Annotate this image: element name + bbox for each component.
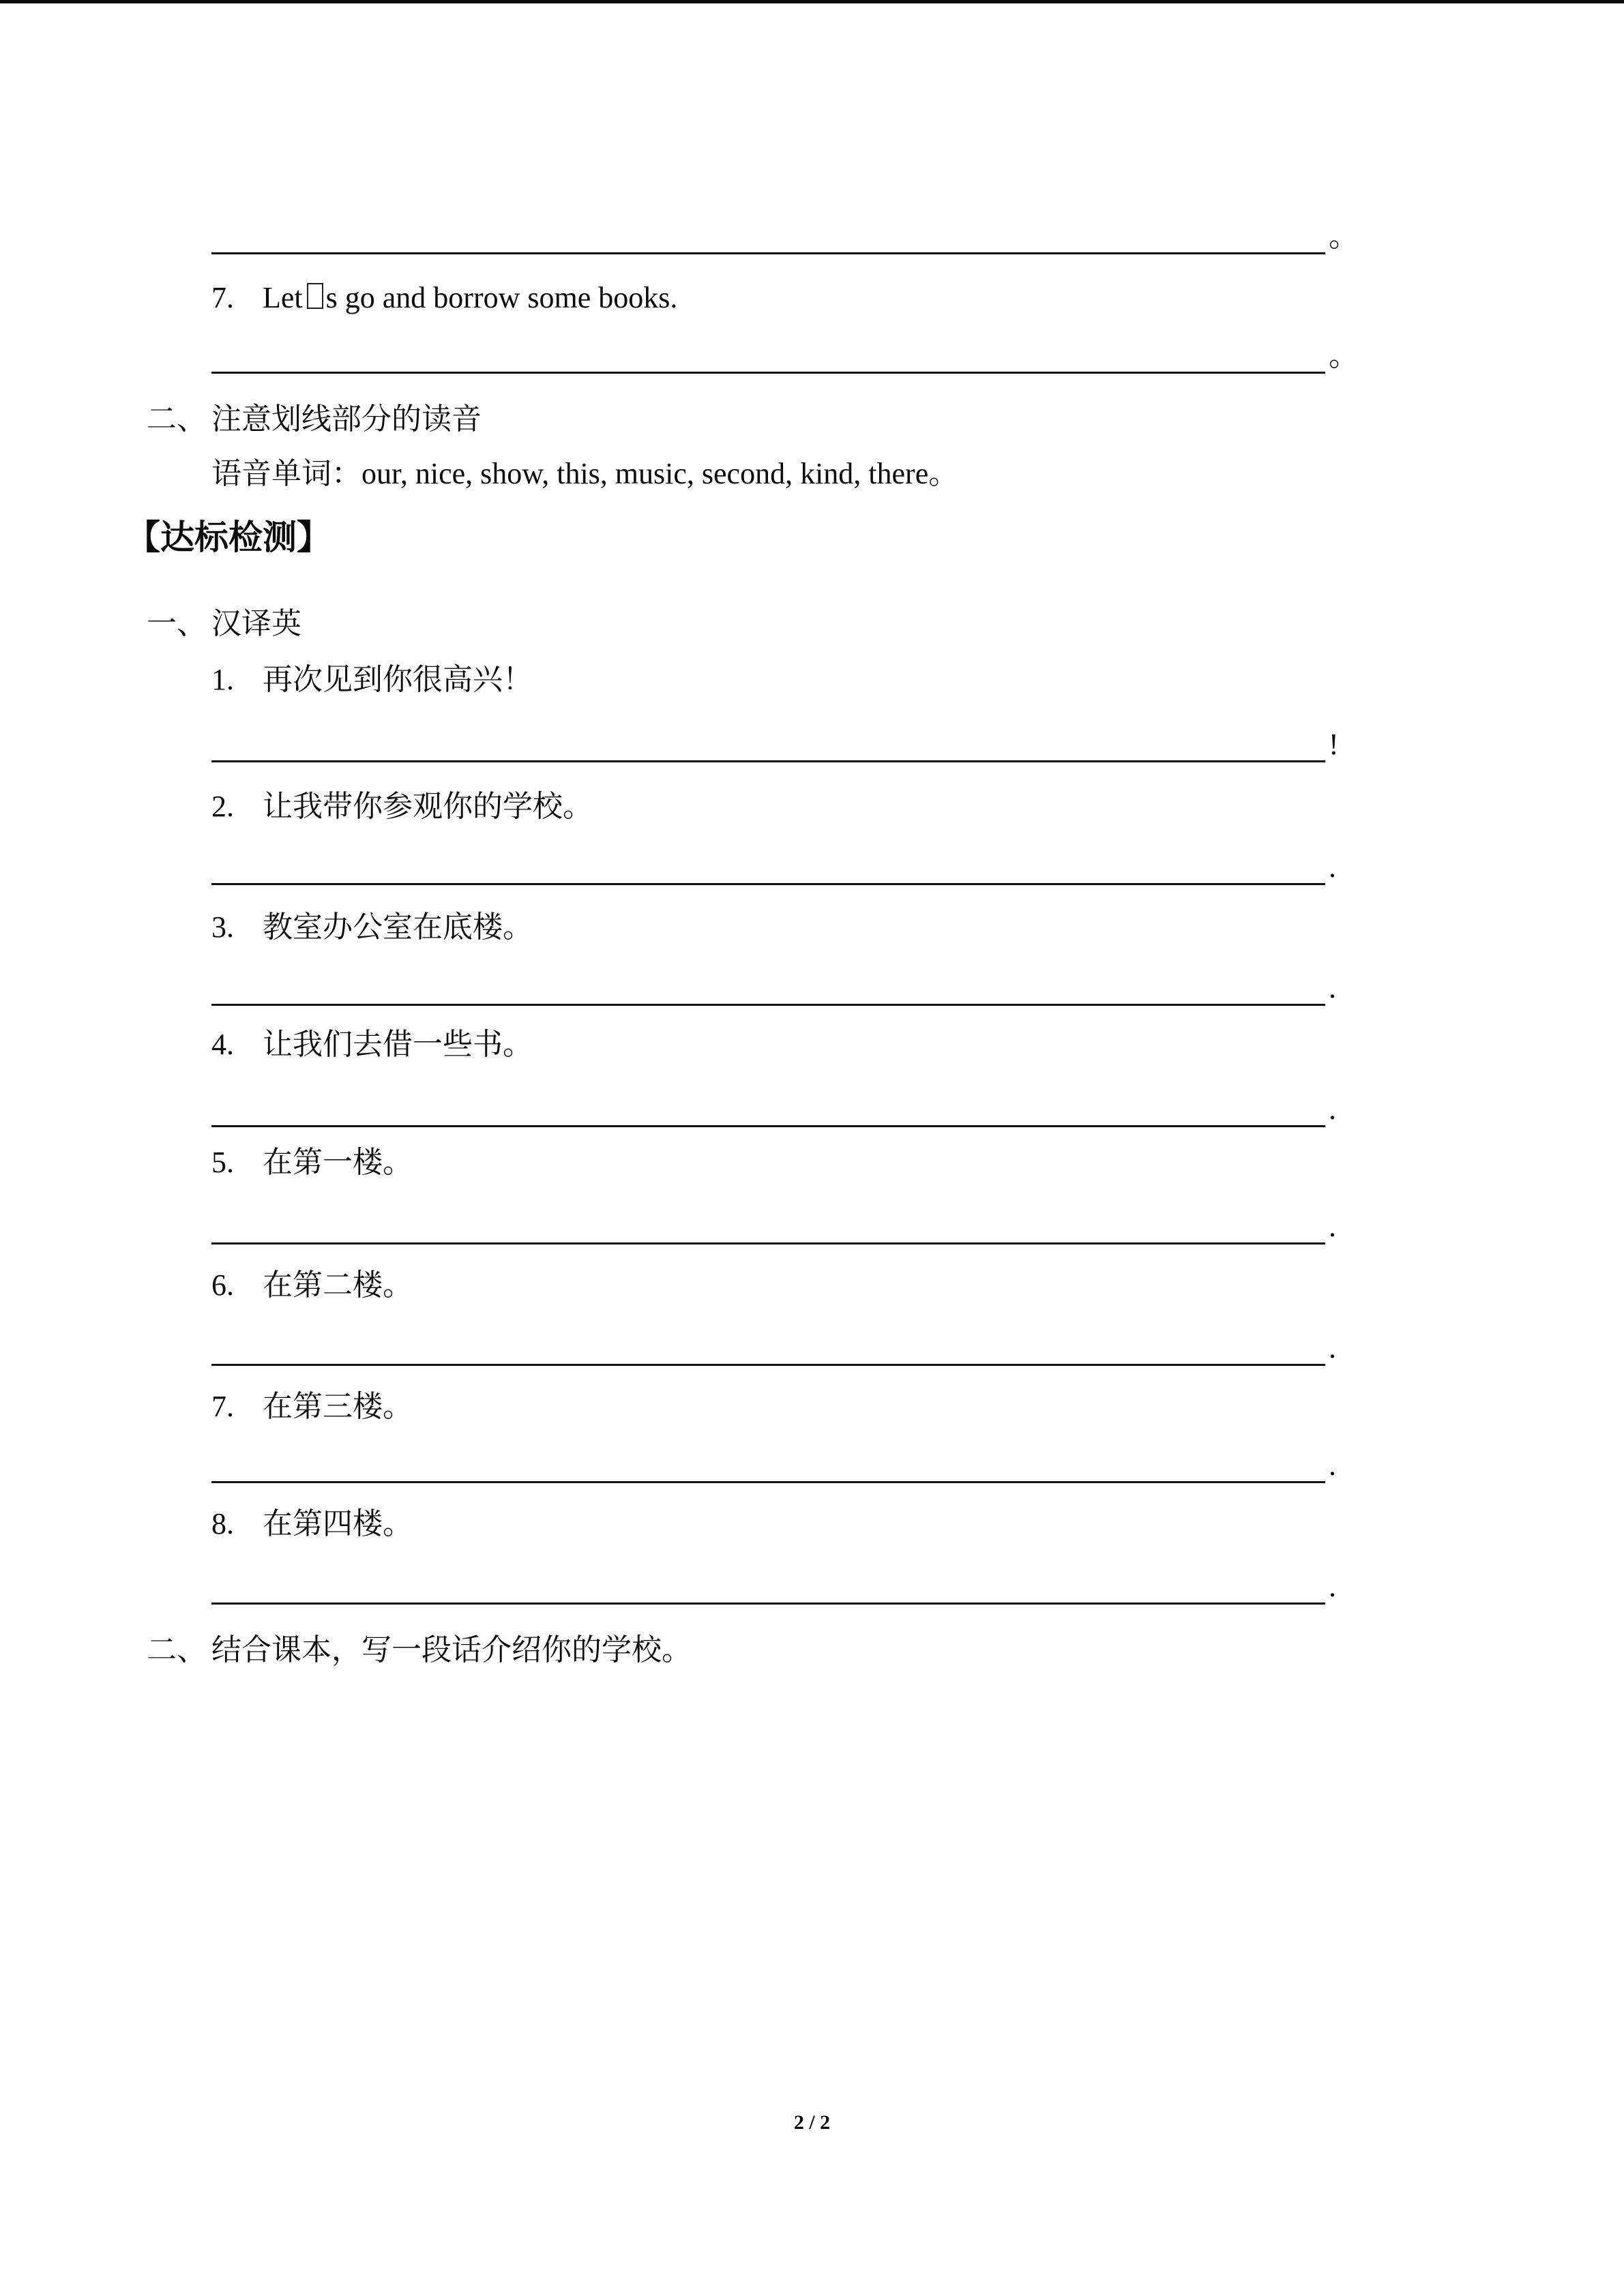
answer-underline bbox=[211, 1242, 1325, 1244]
translate-item-4 bbox=[211, 1026, 533, 1063]
section-number: 一、 bbox=[147, 607, 207, 640]
item-text: 让我们去借一些书。 bbox=[263, 1028, 533, 1061]
translate-item-3 bbox=[211, 909, 533, 946]
phonetic-words: our, nice, show, this, music, second, kind, there。 bbox=[361, 457, 959, 490]
answer-underline bbox=[211, 1004, 1325, 1006]
answer-line bbox=[211, 1093, 1336, 1127]
answer-underline bbox=[211, 883, 1325, 885]
item-number: 8. bbox=[211, 1507, 234, 1540]
item-text: 在第一楼。 bbox=[263, 1146, 413, 1179]
item-text: 在第四楼。 bbox=[263, 1507, 413, 1540]
answer-line-punct: . bbox=[1329, 1448, 1336, 1482]
answer-line-punct: . bbox=[1329, 1570, 1336, 1603]
answer-line bbox=[211, 728, 1339, 762]
translate-item-2 bbox=[211, 788, 593, 825]
answer-underline bbox=[211, 1125, 1325, 1127]
answer-line-punct: . bbox=[1329, 1331, 1336, 1365]
answer-line-punct: . bbox=[1329, 850, 1336, 884]
translate-item-6 bbox=[211, 1267, 413, 1304]
item-text bbox=[263, 281, 677, 314]
section-heading-writing bbox=[147, 1632, 692, 1669]
answer-line bbox=[211, 1449, 1336, 1483]
item-number: 7. bbox=[211, 1390, 234, 1423]
answer-underline bbox=[211, 252, 1325, 254]
item-text: 再次见到你很高兴！ bbox=[263, 663, 533, 696]
answer-underline bbox=[211, 1364, 1325, 1366]
translate-item-8 bbox=[211, 1506, 413, 1542]
item-text-suffix: s go and borrow some books. bbox=[325, 281, 678, 314]
section-number: 二、 bbox=[147, 402, 207, 436]
item-number: 2. bbox=[211, 790, 234, 823]
item-number: 6. bbox=[211, 1268, 234, 1302]
section-heading-translate bbox=[147, 606, 301, 642]
item-number: 3. bbox=[211, 910, 234, 944]
section-number: 二、 bbox=[147, 1633, 207, 1667]
page-number: 2 / 2 bbox=[793, 2111, 831, 2134]
answer-underline bbox=[211, 760, 1325, 762]
item-text: 教室办公室在底楼。 bbox=[263, 910, 533, 944]
answer-line bbox=[211, 1570, 1336, 1605]
item-number: 1. bbox=[211, 663, 234, 696]
answer-line bbox=[211, 220, 1359, 254]
translate-item-1 bbox=[211, 661, 533, 698]
answer-line bbox=[211, 1332, 1336, 1366]
item-number: 7. bbox=[211, 281, 234, 314]
answer-line-punct: 。 bbox=[1329, 220, 1359, 253]
item-text-prefix: Let bbox=[263, 281, 303, 314]
phonetic-words-line bbox=[211, 456, 958, 492]
answer-line bbox=[211, 340, 1359, 374]
answer-underline bbox=[211, 1481, 1325, 1483]
answer-line bbox=[211, 1210, 1336, 1244]
item-number: 4. bbox=[211, 1028, 234, 1061]
missing-glyph-box bbox=[307, 283, 323, 309]
translate-item-7 bbox=[211, 1388, 413, 1425]
answer-line-punct: . bbox=[1329, 1210, 1336, 1243]
phonetic-label: 语音单词： bbox=[211, 457, 361, 490]
answer-line-punct: 。 bbox=[1329, 339, 1359, 372]
answer-underline bbox=[211, 1602, 1325, 1605]
item-7-english bbox=[211, 280, 677, 316]
item-text: 在第三楼。 bbox=[263, 1390, 413, 1423]
page-top-border bbox=[0, 0, 1624, 3]
answer-line bbox=[211, 972, 1336, 1006]
section-title: 结合课本，写一段话介绍你的学校。 bbox=[211, 1633, 692, 1667]
section-title: 注意划线部分的读音 bbox=[211, 402, 482, 436]
answer-line-punct: ! bbox=[1329, 728, 1339, 761]
answer-line bbox=[211, 851, 1336, 885]
answer-underline bbox=[211, 372, 1325, 374]
answer-line-punct: . bbox=[1329, 971, 1336, 1004]
item-text: 让我带你参观你的学校。 bbox=[263, 790, 593, 823]
translate-item-5 bbox=[211, 1144, 413, 1181]
check-standard-heading: 【达标检测】 bbox=[126, 518, 331, 556]
item-text: 在第二楼。 bbox=[263, 1268, 413, 1302]
section-heading-pronunciation bbox=[147, 401, 482, 438]
item-number: 5. bbox=[211, 1146, 234, 1179]
section-title: 汉译英 bbox=[211, 607, 301, 640]
answer-line-punct: . bbox=[1329, 1092, 1336, 1126]
